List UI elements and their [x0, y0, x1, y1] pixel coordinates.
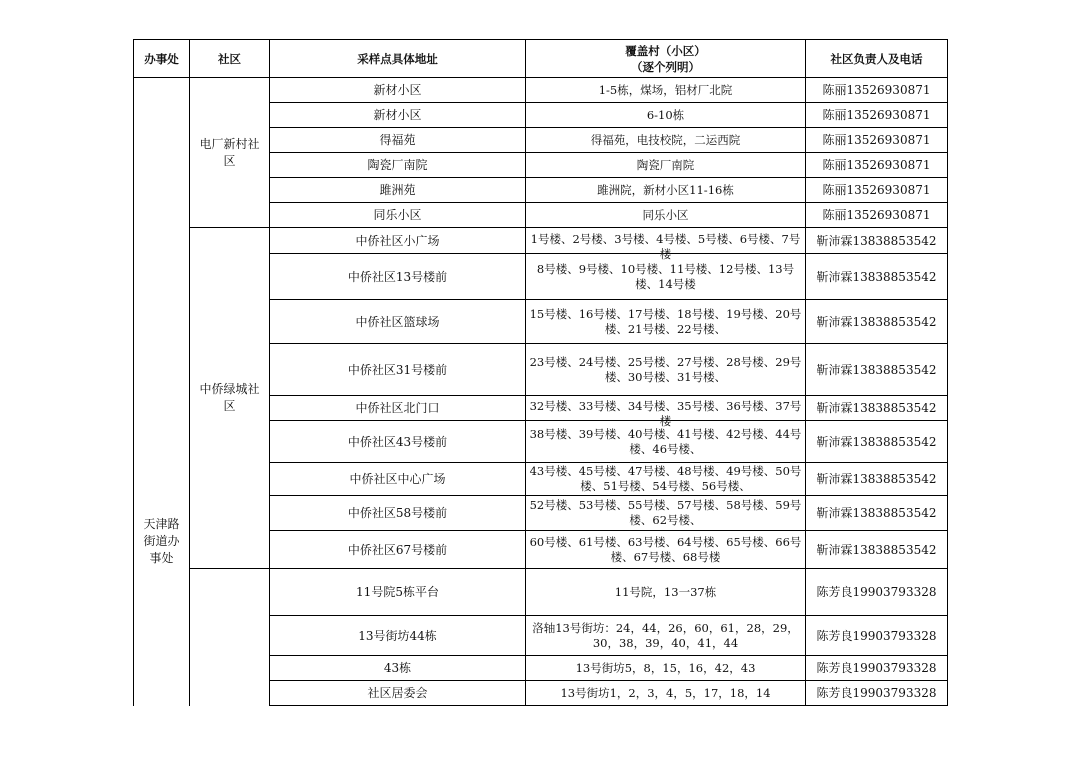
- contact-cell: 陈芳良19903793328: [806, 616, 948, 656]
- header-office: 办事处: [134, 40, 190, 78]
- address-cell: 新材小区: [270, 103, 526, 128]
- coverage-cell: [526, 228, 806, 261]
- contact-cell: 靳沛霖13838853542: [806, 254, 948, 300]
- address-cell: 中侨社区13号楼前: [270, 254, 526, 300]
- coverage-cell: 得福苑，电技校院，二运西院: [526, 128, 806, 153]
- coverage-cell: [526, 396, 806, 428]
- address-cell: 中侨社区67号楼前: [270, 531, 526, 569]
- contact-cell: 靳沛霖13838853542: [806, 344, 948, 396]
- table-row: [134, 569, 948, 616]
- address-cell: 中侨社区58号楼前: [270, 496, 526, 531]
- coverage-cell: 13号街坊1，2，3，4，5，17，18，14: [526, 681, 806, 706]
- contact-cell: 陈芳良19903793328: [806, 656, 948, 681]
- address-cell: 中侨社区小广场: [270, 228, 526, 254]
- coverage-cell: 1-5栋，煤场，铝材厂北院: [526, 78, 806, 103]
- header-address: 采样点具体地址: [270, 40, 526, 78]
- office-cell: [134, 78, 190, 706]
- header-coverage-line1: 覆盖村（小区）: [625, 43, 706, 58]
- contact-cell: 陈芳良19903793328: [806, 569, 948, 616]
- community-cell: [190, 78, 270, 228]
- table-row: [134, 228, 948, 254]
- address-cell: 中侨社区31号楼前: [270, 344, 526, 396]
- table-row: [134, 78, 948, 103]
- address-cell: 陶瓷厂南院: [270, 153, 526, 178]
- contact-cell: 陈芳良19903793328: [806, 681, 948, 706]
- address-cell: 13号街坊44栋: [270, 616, 526, 656]
- coverage-text: 32号楼、33号楼、34号楼、35号楼、36号楼、37号楼: [529, 399, 802, 428]
- contact-cell: 靳沛霖13838853542: [806, 463, 948, 496]
- address-cell: 新材小区: [270, 78, 526, 103]
- sampling-points-table-page: [133, 39, 947, 711]
- address-cell: 社区居委会: [270, 681, 526, 706]
- community-name: 中侨绿城社区: [199, 382, 260, 413]
- address-cell: 中侨社区北门口: [270, 396, 526, 421]
- coverage-cell: 43号楼、45号楼、47号楼、48号楼、49号楼、50号楼、51号楼、54号楼、56号楼、: [526, 463, 806, 496]
- contact-cell: 陈丽13526930871: [806, 203, 948, 228]
- header-contact: 社区负责人及电话: [806, 40, 948, 78]
- contact-cell: 靳沛霖13838853542: [806, 421, 948, 463]
- contact-cell: 陈丽13526930871: [806, 153, 948, 178]
- contact-cell: 陈丽13526930871: [806, 128, 948, 153]
- coverage-cell: 雎洲院，新材小区11-16栋: [526, 178, 806, 203]
- office-name: 天津路街道办事处: [143, 517, 180, 566]
- header-row: [134, 40, 948, 78]
- coverage-cell: 11号院，13一37栋: [526, 569, 806, 616]
- community-cell: [190, 569, 270, 706]
- address-cell: 雎洲苑: [270, 178, 526, 203]
- coverage-cell: 8号楼、9号楼、10号楼、11号楼、12号楼、13号楼、14号楼: [526, 254, 806, 300]
- coverage-cell: 23号楼、24号楼、25号楼、27号楼、28号楼、29号楼、30号楼、31号楼、: [526, 344, 806, 396]
- coverage-cell: 60号楼、61号楼、63号楼、64号楼、65号楼、66号楼、67号楼、68号楼: [526, 531, 806, 569]
- coverage-cell: 6-10栋: [526, 103, 806, 128]
- contact-cell: 靳沛霖13838853542: [806, 228, 948, 254]
- coverage-cell: 15号楼、16号楼、17号楼、18号楼、19号楼、20号楼、21号楼、22号楼、: [526, 300, 806, 344]
- address-cell: 43栋: [270, 656, 526, 681]
- address-cell: 中侨社区43号楼前: [270, 421, 526, 463]
- community-cell: [190, 228, 270, 569]
- header-coverage: [526, 40, 806, 78]
- community-name: 电厂新村社区: [199, 136, 260, 168]
- address-cell: 得福苑: [270, 128, 526, 153]
- coverage-cell: 13号街坊5，8，15，16，42，43: [526, 656, 806, 681]
- coverage-cell: 陶瓷厂南院: [526, 153, 806, 178]
- contact-cell: 靳沛霖13838853542: [806, 531, 948, 569]
- contact-cell: 陈丽13526930871: [806, 78, 948, 103]
- sampling-points-table: [133, 39, 948, 706]
- coverage-text: 1号楼、2号楼、3号楼、4号楼、5号楼、6号楼、7号楼: [530, 231, 801, 261]
- address-cell: 11号院5栋平台: [270, 569, 526, 616]
- contact-cell: 靳沛霖13838853542: [806, 396, 948, 421]
- coverage-cell: 52号楼、53号楼、55号楼、57号楼、58号楼、59号楼、62号楼、: [526, 496, 806, 531]
- coverage-cell: 38号楼、39号楼、40号楼、41号楼、42号楼、44号楼、46号楼、: [526, 421, 806, 463]
- address-cell: 中侨社区中心广场: [270, 463, 526, 496]
- contact-cell: 靳沛霖13838853542: [806, 496, 948, 531]
- contact-cell: 靳沛霖13838853542: [806, 300, 948, 344]
- address-cell: 中侨社区篮球场: [270, 300, 526, 344]
- header-community: 社区: [190, 40, 270, 78]
- coverage-cell: 洛轴13号街坊：24，44，26，60，61，28，29，30，38，39，40，41，44: [526, 616, 806, 656]
- contact-cell: 陈丽13526930871: [806, 178, 948, 203]
- contact-cell: 陈丽13526930871: [806, 103, 948, 128]
- header-coverage-line2: （逐个列明）: [631, 59, 700, 74]
- coverage-cell: 同乐小区: [526, 203, 806, 228]
- address-cell: 同乐小区: [270, 203, 526, 228]
